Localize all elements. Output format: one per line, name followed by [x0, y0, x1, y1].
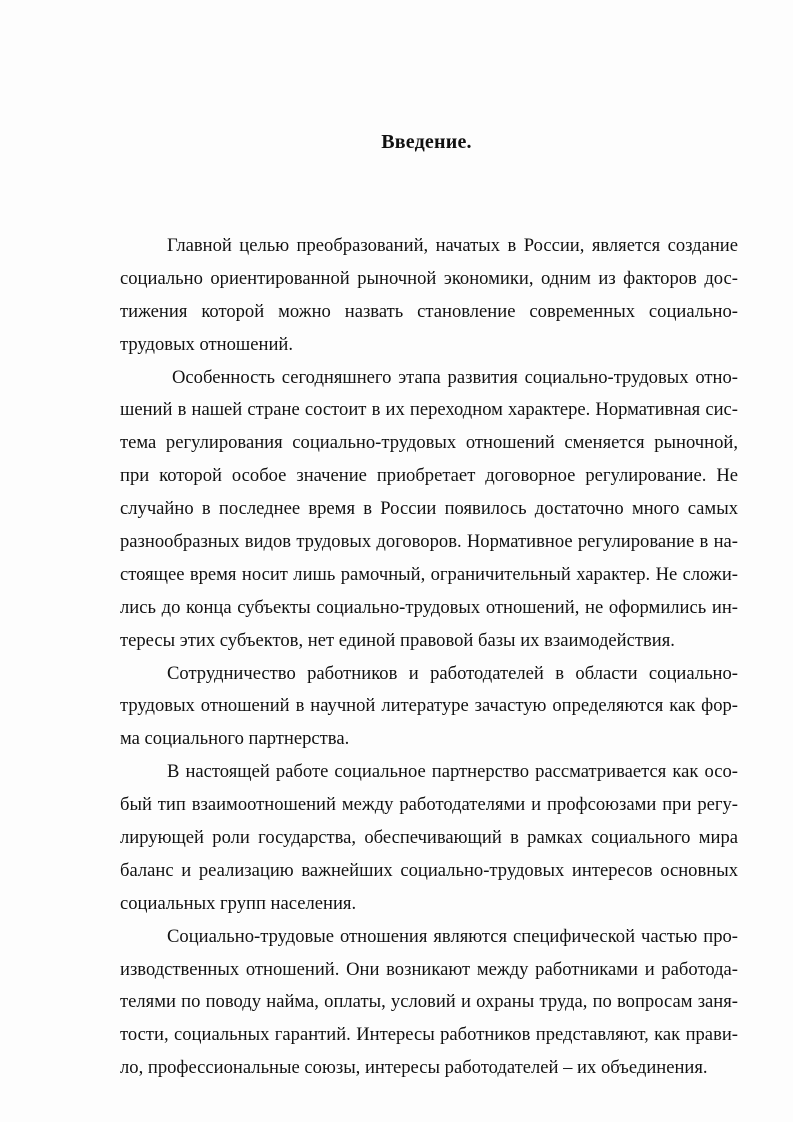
text-line: лись до конца субъекты социально-трудовых отношений, не оформились ин-: [120, 596, 738, 618]
text-line: бый тип взаимоотношений между работодателями и профсоюзами при регу-: [120, 794, 738, 816]
paragraph-1: [120, 230, 738, 362]
text-line: изводственных отношений. Они возникают между работниками и работода-: [120, 958, 738, 980]
text-line: социальных групп населения.: [120, 892, 357, 914]
text-line: тости, социальных гарантий. Интересы работников представляют, как прави-: [120, 1024, 738, 1046]
page-title: Введение.: [381, 131, 472, 153]
text-line: Социально-трудовые отношения являются специфической частью про-: [167, 925, 738, 947]
text-line: ло, профессиональные союзы, интересы работодателей – их объединения.: [120, 1057, 708, 1079]
text-line: В настоящей работе социальное партнерство рассматривается как осо-: [167, 761, 738, 783]
body-text: [120, 230, 738, 1085]
text-line: случайно в последнее время в России появилось достаточно много самых: [120, 498, 738, 520]
text-line: тижения которой можно назвать становление современных социально-: [120, 300, 738, 322]
text-line: баланс и реализацию важнейших социально-трудовых интересов основных: [120, 859, 738, 881]
text-line: Сотрудничество работников и работодателей в области социально-: [167, 662, 738, 684]
text-line: социально ориентированной рыночной экономики, одним из факторов дос-: [120, 267, 738, 289]
text-line: стоящее время носит лишь рамочный, ограничительный характер. Не сложи-: [120, 563, 738, 585]
paragraph-2: [120, 362, 738, 658]
text-line: Главной целью преобразований, начатых в России, является создание: [167, 235, 738, 256]
text-line: шений в нашей стране состоит в их переходном характере. Нормативная сис-: [120, 399, 738, 421]
text-line: трудовых отношений.: [120, 333, 293, 355]
paragraph-3: [120, 658, 738, 757]
text-line: тема регулирования социально-трудовых отношений сменяется рыночной,: [120, 432, 738, 454]
paragraph-4: [120, 756, 738, 920]
text-line: разнообразных видов трудовых договоров. Нормативное регулирование в на-: [120, 531, 738, 553]
text-line: ма социального партнерства.: [120, 728, 350, 750]
text-line: Особенность сегодняшнего этапа развития социально-трудовых отно-: [172, 366, 738, 388]
text-line: телями по поводу найма, оплаты, условий и охраны труда, по вопросам заня-: [120, 991, 738, 1013]
text-line: тересы этих субъектов, нет единой правовой базы их взаимодействия.: [120, 629, 675, 651]
text-line: трудовых отношений в научной литературе зачастую определяются как фор-: [120, 695, 738, 717]
text-line: лирующей роли государства, обеспечивающий в рамках социального мира: [120, 827, 738, 849]
paragraph-5: [120, 921, 738, 1085]
text-line: при которой особое значение приобретает договорное регулирование. Не: [120, 465, 738, 487]
